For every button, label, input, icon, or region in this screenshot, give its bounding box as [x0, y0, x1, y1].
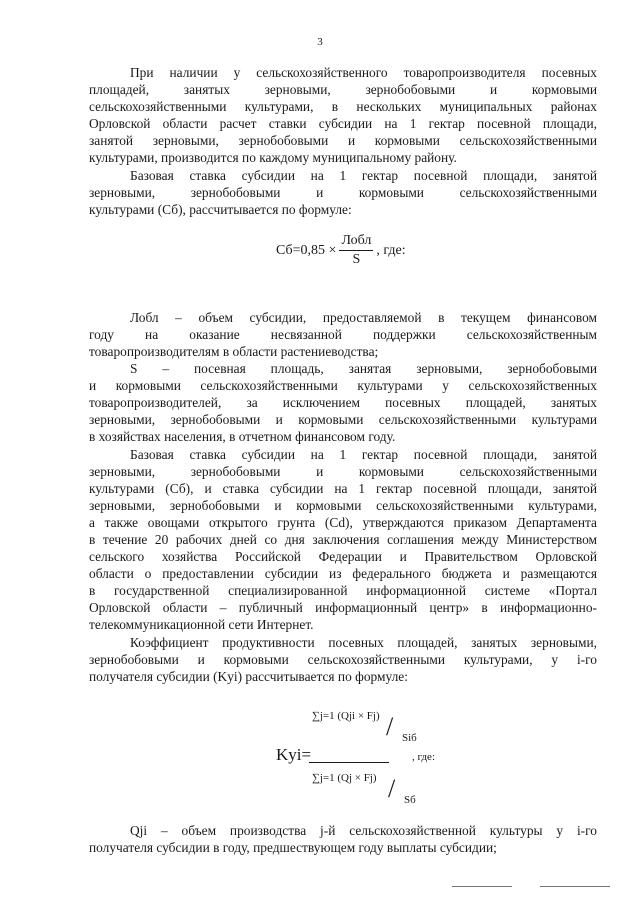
formula-denominator-sum: ∑j=1 (Qj × Fj): [312, 772, 377, 784]
text-line: получателя субсидии (Kyi) рассчитывается по формуле:: [89, 669, 408, 684]
text-line: зерновыми, зернобобовыми и кормовыми сельскохозяйственными культурами,: [89, 498, 597, 513]
formula-lhs: Kyi=: [276, 745, 312, 764]
text-line: телекоммуникационной сети Интернет.: [89, 617, 314, 632]
page-number: 3: [317, 36, 323, 48]
text-line: культурами (Сб), рассчитывается по формуле:: [89, 202, 352, 217]
text-line: Коэффициент продуктивности посевных площадей, занятых зерновыми,: [130, 635, 597, 650]
text-line: Орловской области – публичный информационный центр» в информационно-: [89, 600, 597, 615]
text-line: площадей, занятых зерновыми, зернобобовыми и кормовыми: [89, 82, 597, 97]
text-line: году на оказание несвязанной поддержки сельскохозяйственным: [89, 327, 597, 342]
text-line: культурами (Сб), и ставка субсидии на 1 гектар посевной площади, занятой: [89, 481, 597, 496]
footer-rule: [540, 886, 610, 887]
fraction-line: [309, 762, 389, 763]
text-line: зерновыми, зернобобовыми и кормовыми сельскохозяйственными: [89, 185, 597, 200]
text-line: культурами, производится по каждому муниципальному району.: [89, 150, 457, 165]
formula-numerator-divisor: Siб: [402, 732, 417, 744]
text-line: товаропроизводителям в области растениеводства;: [89, 344, 379, 359]
text-line: в государственной специализированной информационной системе «Портал: [89, 583, 597, 598]
text-line: Лобл – объем субсидии, предоставляемой в текущем финансовом: [130, 310, 597, 325]
text-line: а также овощами открытого грунта (Сd), утверждаются приказом Департамента: [89, 515, 597, 530]
text-line: товаропроизводителей, за исключением посевных площадей, занятых: [89, 395, 597, 410]
formula-denominator: S: [352, 252, 361, 267]
text-line: в течение 20 рабочих дней со дня заключения соглашения между Министерством: [89, 532, 597, 547]
text-line: зерновыми, зернобобовыми и кормовыми сельскохозяйственными культурами: [89, 412, 597, 427]
text-line: S – посевная площадь, занятая зерновыми, зернобобовыми: [130, 361, 597, 376]
formula-lhs: Сб=0,85 ×: [276, 242, 337, 258]
formula-fraction: [339, 232, 373, 269]
text-line: зерновыми, зернобобовыми и кормовыми сельскохозяйственными: [89, 464, 597, 479]
formula-slash: /: [386, 712, 394, 741]
text-line: Орловской области расчет ставки субсидии на 1 гектар посевной площади,: [89, 116, 597, 131]
footer-rule: [452, 886, 512, 887]
formula-base-rate: [276, 232, 406, 269]
text-line: Базовая ставка субсидии на 1 гектар посевной площади, занятой: [130, 447, 597, 462]
text-line: Qji – объем производства j-й сельскохозяйственной культуры у i-го: [130, 823, 597, 838]
text-line: При наличии у сельскохозяйственного товаропроизводителя посевных: [130, 65, 597, 80]
formula-numerator: Лобл: [339, 232, 373, 251]
text-line: сельскохозяйственными культурами, в нескольких муниципальных районах: [89, 99, 597, 114]
text-line: получателя субсидии в году, предшествующем году выплаты субсидии;: [89, 840, 497, 855]
formula-numerator-sum: ∑j=1 (Qji × Fj): [312, 710, 380, 722]
formula-suffix: , где:: [376, 242, 406, 258]
text-line: сельского хозяйства Российской Федерации и Правительством Орловской: [89, 549, 597, 564]
formula-productivity-coefficient: [276, 698, 496, 828]
formula-suffix: , где:: [412, 751, 435, 763]
formula-slash: /: [388, 774, 396, 803]
text-line: Базовая ставка субсидии на 1 гектар посевной площади, занятой: [130, 168, 597, 183]
formula-denominator-divisor: Sб: [404, 794, 416, 806]
text-line: и кормовыми сельскохозяйственными культурами у сельскохозяйственных: [89, 378, 597, 393]
text-line: области о предоставлении субсидии из федерального бюджета и размещаются: [89, 566, 597, 581]
text-line: в хозяйствах населения, в отчетном финансовом году.: [89, 429, 396, 444]
text-line: занятой зерновыми, зернобобовыми и кормовыми сельскохозяйственными: [89, 133, 597, 148]
text-line: зернобобовыми и кормовыми сельскохозяйственными культурами, у i-го: [89, 652, 597, 667]
